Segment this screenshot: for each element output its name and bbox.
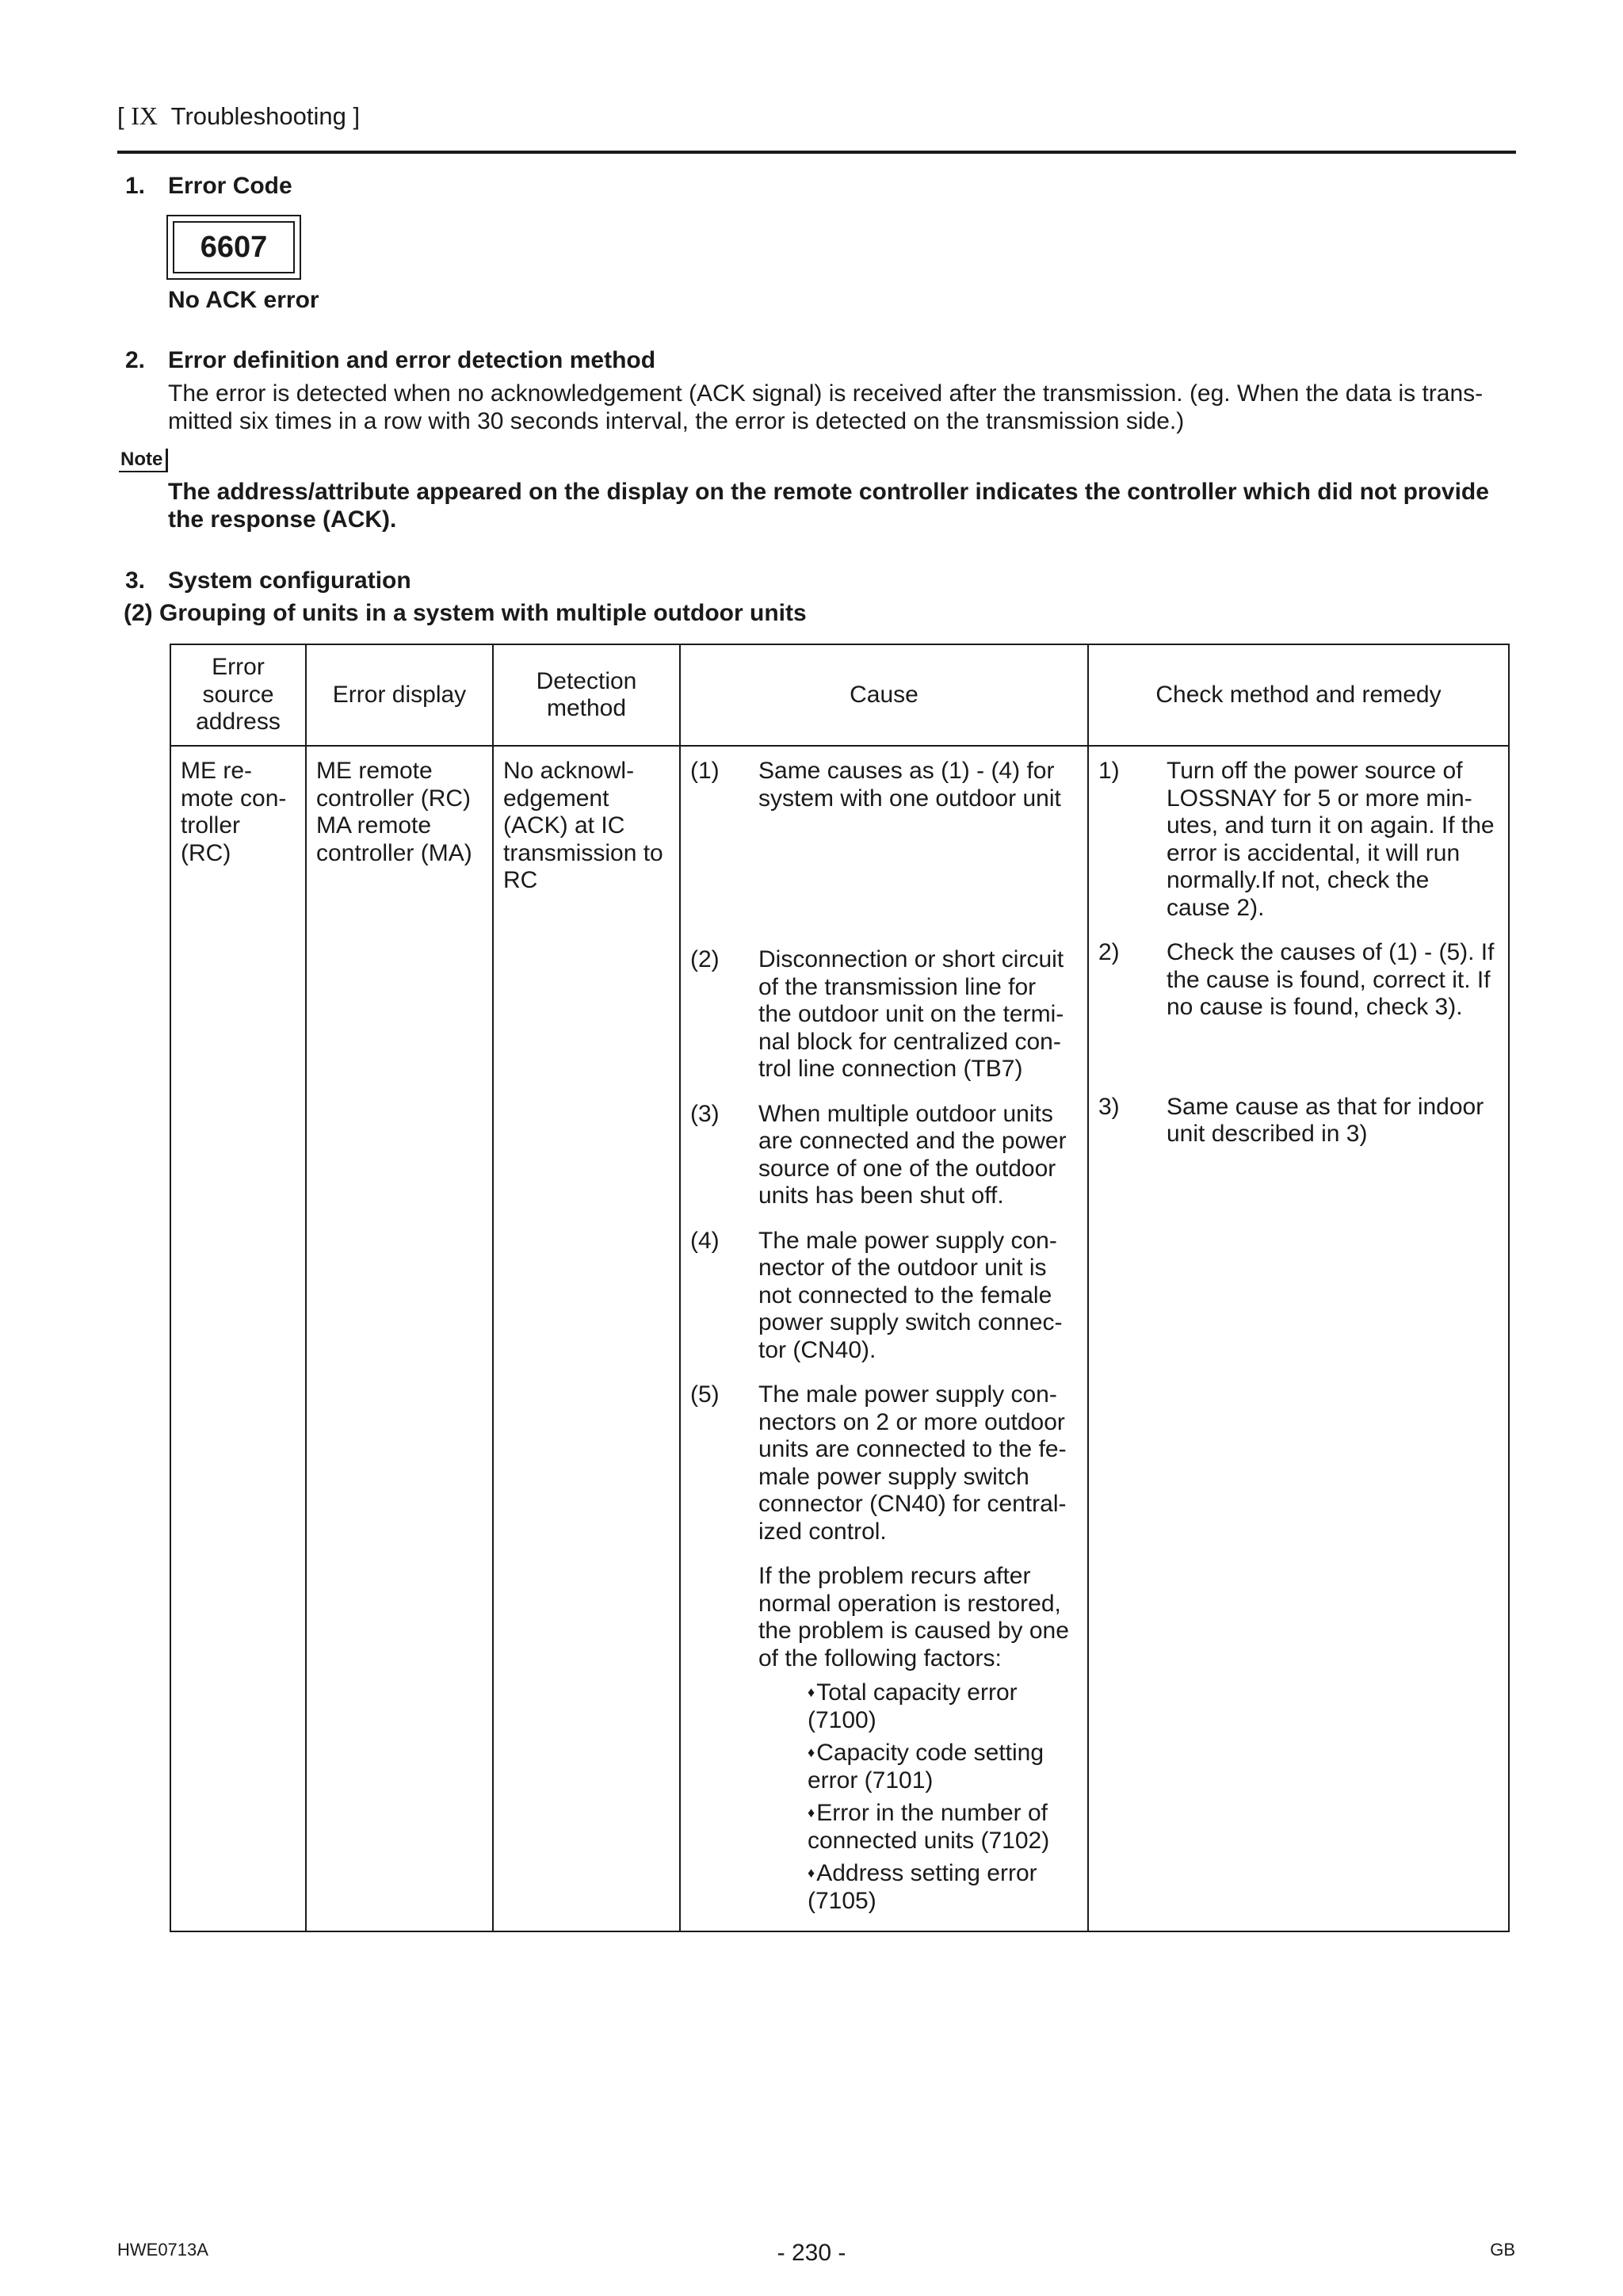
page-number: - 230 -	[777, 2240, 846, 2266]
recurrence-note: If the problem recurs after normal operation is restored, the problem is caused by one of the following factors:	[758, 1563, 1069, 1671]
diamond-bullet-icon: ♦	[808, 1865, 815, 1881]
cell-cause	[680, 746, 1088, 1931]
section3-subtitle: (2) Grouping of units in a system with multiple outdoor units	[124, 600, 807, 626]
note-text: The address/attribute appeared on the display on the remote controller indicates the controller which did not provide the response (ACK).	[168, 479, 1489, 533]
cause-item: (3) When multiple outdoor units are connected and the power source of one of the outdoor units has been shut off.	[690, 1100, 1067, 1209]
error-table	[170, 644, 1510, 1932]
list-item: ♦Total capacity error (7100)	[808, 1679, 1018, 1733]
header-cause: Cause	[680, 644, 1088, 746]
chapter-number: IX	[131, 101, 158, 130]
note-label: Note	[119, 449, 168, 472]
header-error-source: Error source address	[170, 644, 306, 746]
cell-check-method	[1088, 746, 1509, 1931]
footer-doc-id: HWE0713A	[117, 2240, 208, 2260]
footer-region: GB	[1490, 2240, 1515, 2260]
section1-heading: 1. Error Code	[125, 173, 292, 199]
header-error-display: Error display	[306, 644, 493, 746]
cause-item: (4) The male power supply con- nector of the outdoor unit is not connected to the female power supply switch connec- tor (CN40).	[690, 1227, 1063, 1363]
cause-item: (1) Same causes as (1) - (4) for system with one outdoor unit	[690, 758, 1061, 812]
table-row	[170, 746, 1509, 1931]
diamond-bullet-icon: ♦	[808, 1744, 815, 1760]
section3-heading: 3. System configuration	[125, 567, 411, 594]
cell-detection-method: No acknowl- edgement (ACK) at IC transmission to RC	[493, 746, 680, 1931]
remedy-item: 1) Turn off the power source of LOSSNAY for 5 or more min- utes, and turn it on again. If the error is accidental, it will run normally.If not, check the cause 2).	[1098, 758, 1495, 921]
page-header: [ IX Troubleshooting ]	[117, 101, 361, 130]
remedy-item: 2) Check the causes of (1) - (5). If the cause is found, correct it. If no cause is found, check 3).	[1098, 939, 1495, 1020]
error-name: No ACK error	[168, 287, 319, 313]
cell-error-display: ME remote controller (RC) MA remote controller (MA)	[306, 746, 493, 1931]
diamond-bullet-icon: ♦	[808, 1684, 815, 1700]
remedy-item: 3) Same cause as that for indoor unit described in 3)	[1098, 1093, 1484, 1147]
table-header-row	[170, 644, 1509, 746]
section2-heading: 2. Error definition and error detection method	[125, 347, 656, 373]
diamond-bullet-icon: ♦	[808, 1805, 815, 1820]
error-code: 6607	[173, 221, 295, 273]
definition-text: The error is detected when no acknowledgement (ACK signal) is received after the transmission. (eg. When the data is trans- mitted six times in a row with 30 seconds interval, the error is detected on the transmission side.)	[168, 380, 1484, 434]
header-rule	[117, 151, 1516, 154]
header-check-method: Check method and remedy	[1088, 644, 1509, 746]
header-detection-method: Detection method	[493, 644, 680, 746]
cell-error-source: ME re- mote con- troller (RC)	[170, 746, 306, 1931]
list-item: ♦Error in the number of connected units (7102)	[808, 1800, 1050, 1854]
list-item: ♦Capacity code setting error (7101)	[808, 1740, 1044, 1794]
factor-list	[808, 1679, 1078, 1915]
chapter-title: Troubleshooting	[170, 102, 346, 130]
cause-item: (2) Disconnection or short circuit of the transmission line for the outdoor unit on the termi- nal block for centralized con- trol line connection (TB7)	[690, 946, 1064, 1082]
list-item: ♦Address setting error (7105)	[808, 1860, 1037, 1914]
error-code-box	[166, 215, 301, 280]
cause-item: (5) The male power supply con- nectors on 2 or more outdoor units are connected to the fe- male power supply switch connector (CN40) for central- ized control.	[690, 1381, 1067, 1545]
